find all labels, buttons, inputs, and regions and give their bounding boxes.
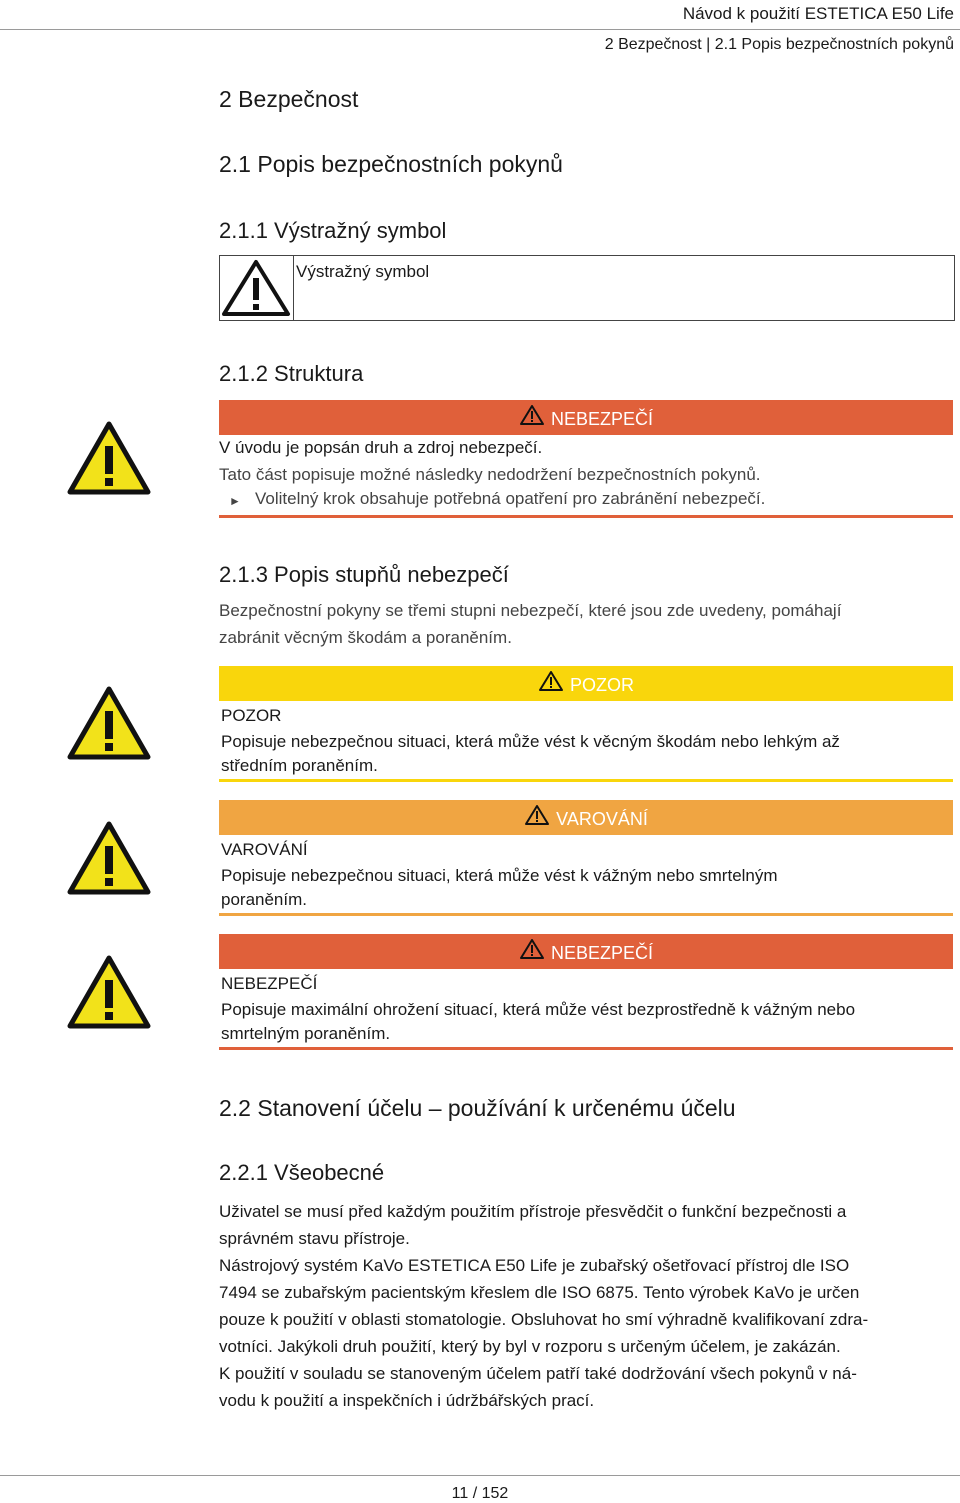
section-2-1-2-title: 2.1.2 Struktura: [219, 361, 364, 386]
section-2-1-title: 2.1 Popis bezpečnostních pokynů: [219, 151, 563, 177]
danger-heading: NEBEZPEČÍ: [221, 974, 318, 993]
section-2-1-1-title: 2.1.1 Výstražný symbol: [219, 218, 447, 243]
warning-triangle-icon: [519, 938, 545, 960]
general-line-8: vodu k použití a inspekčních i údržbářských prací.: [219, 1391, 595, 1410]
caution-heading: POZOR: [221, 706, 282, 725]
step-marker: ►: [229, 494, 241, 508]
danger-line-2: smrtelným poraněním.: [221, 1024, 391, 1043]
warning-bar: [219, 800, 953, 835]
warning-triangle-icon: [538, 670, 564, 692]
warning-symbol-table: [219, 255, 955, 321]
warning-bar-label: VAROVÁNÍ: [556, 809, 648, 829]
general-line-5: pouze k použití v oblasti stomatologie. Obsluhovat ho smí výhradně kvalifikovaní zdra-: [219, 1310, 869, 1329]
structure-line-3: Volitelný krok obsahuje potřebná opatření pro zabránění nebezpečí.: [255, 489, 766, 508]
general-line-2: správném stavu přístroje.: [219, 1229, 410, 1248]
section-2-2-title: 2.2 Stanovení účelu – používání k určenému účelu: [219, 1095, 736, 1121]
page-number: 11 / 152: [451, 1485, 509, 1502]
general-line-6: votníci. Jakýkoli druh použití, který by byl v rozporu s určeným účelem, je zakázán.: [219, 1337, 841, 1356]
general-line-1: Uživatel se musí před každým použitím přístroje přesvědčit o funkční bezpečnosti a: [219, 1202, 847, 1221]
warning-triangle-icon: [220, 256, 293, 320]
general-line-7: K použití v souladu se stanoveným účelem patří také dodržování všech pokynů v ná-: [219, 1364, 857, 1383]
warning-symbol-cell: [220, 256, 294, 320]
header-divider: [0, 29, 960, 30]
section-2-title: 2 Bezpečnost: [219, 86, 359, 112]
structure-line-2: Tato část popisuje možné následky nedodržení bezpečnostních pokynů.: [219, 465, 761, 484]
structure-line-1: V úvodu je popsán druh a zdroj nebezpečí.: [219, 438, 543, 457]
warning-triangle-icon: [66, 420, 152, 496]
breadcrumb: 2 Bezpečnost | 2.1 Popis bezpečnostních pokynů: [604, 36, 954, 53]
warning-triangle-icon: [66, 685, 152, 761]
danger-level-bar-label: NEBEZPEČÍ: [550, 943, 654, 963]
caution-line-1: Popisuje nebezpečnou situaci, která může vést k věcným škodám nebo lehkým až: [221, 732, 840, 751]
footer-divider: [0, 1475, 960, 1476]
warning-triangle-icon: [66, 954, 152, 1030]
danger-line-1: Popisuje maximální ohrožení situací, která může vést bezprostředně k vážným nebo: [221, 1000, 856, 1019]
section-2-1-3-title: 2.1.3 Popis stupňů nebezpečí: [219, 562, 509, 587]
warning-heading: VAROVÁNÍ: [221, 840, 308, 859]
general-line-4: 7494 se zubařským pacientským křeslem dle ISO 6875. Tento výrobek KaVo je určen: [219, 1283, 860, 1302]
section-2-2-1-title: 2.2.1 Všeobecné: [219, 1160, 385, 1185]
caution-bar: [219, 666, 953, 701]
warning-symbol-label: Výstražný symbol: [296, 262, 430, 281]
intro-line-2: zabránit věcným škodám a poraněním.: [219, 628, 512, 647]
danger-level-bottom-rule: [219, 1047, 953, 1050]
warning-triangle-icon: [524, 804, 550, 826]
caution-bar-label: POZOR: [569, 675, 634, 695]
danger-bar: [219, 400, 953, 435]
danger-bar-label: NEBEZPEČÍ: [550, 409, 654, 429]
general-line-3: Nástrojový systém KaVo ESTETICA E50 Life je zubařský ošetřovací přístroj dle ISO: [219, 1256, 850, 1275]
document-title: Návod k použití ESTETICA E50 Life: [682, 4, 954, 23]
danger-bottom-rule: [219, 515, 953, 518]
warning-line-1: Popisuje nebezpečnou situaci, která může vést k vážným nebo smrtelným: [221, 866, 778, 885]
danger-level-bar: [219, 934, 953, 969]
caution-line-2: středním poraněním.: [221, 756, 378, 775]
caution-bottom-rule: [219, 779, 953, 782]
warning-line-2: poraněním.: [221, 890, 307, 909]
warning-bottom-rule: [219, 913, 953, 916]
warning-triangle-icon: [66, 820, 152, 896]
intro-line-1: Bezpečnostní pokyny se třemi stupni nebezpečí, které jsou zde uvedeny, pomáhají: [219, 601, 842, 620]
warning-triangle-icon: [519, 404, 545, 426]
